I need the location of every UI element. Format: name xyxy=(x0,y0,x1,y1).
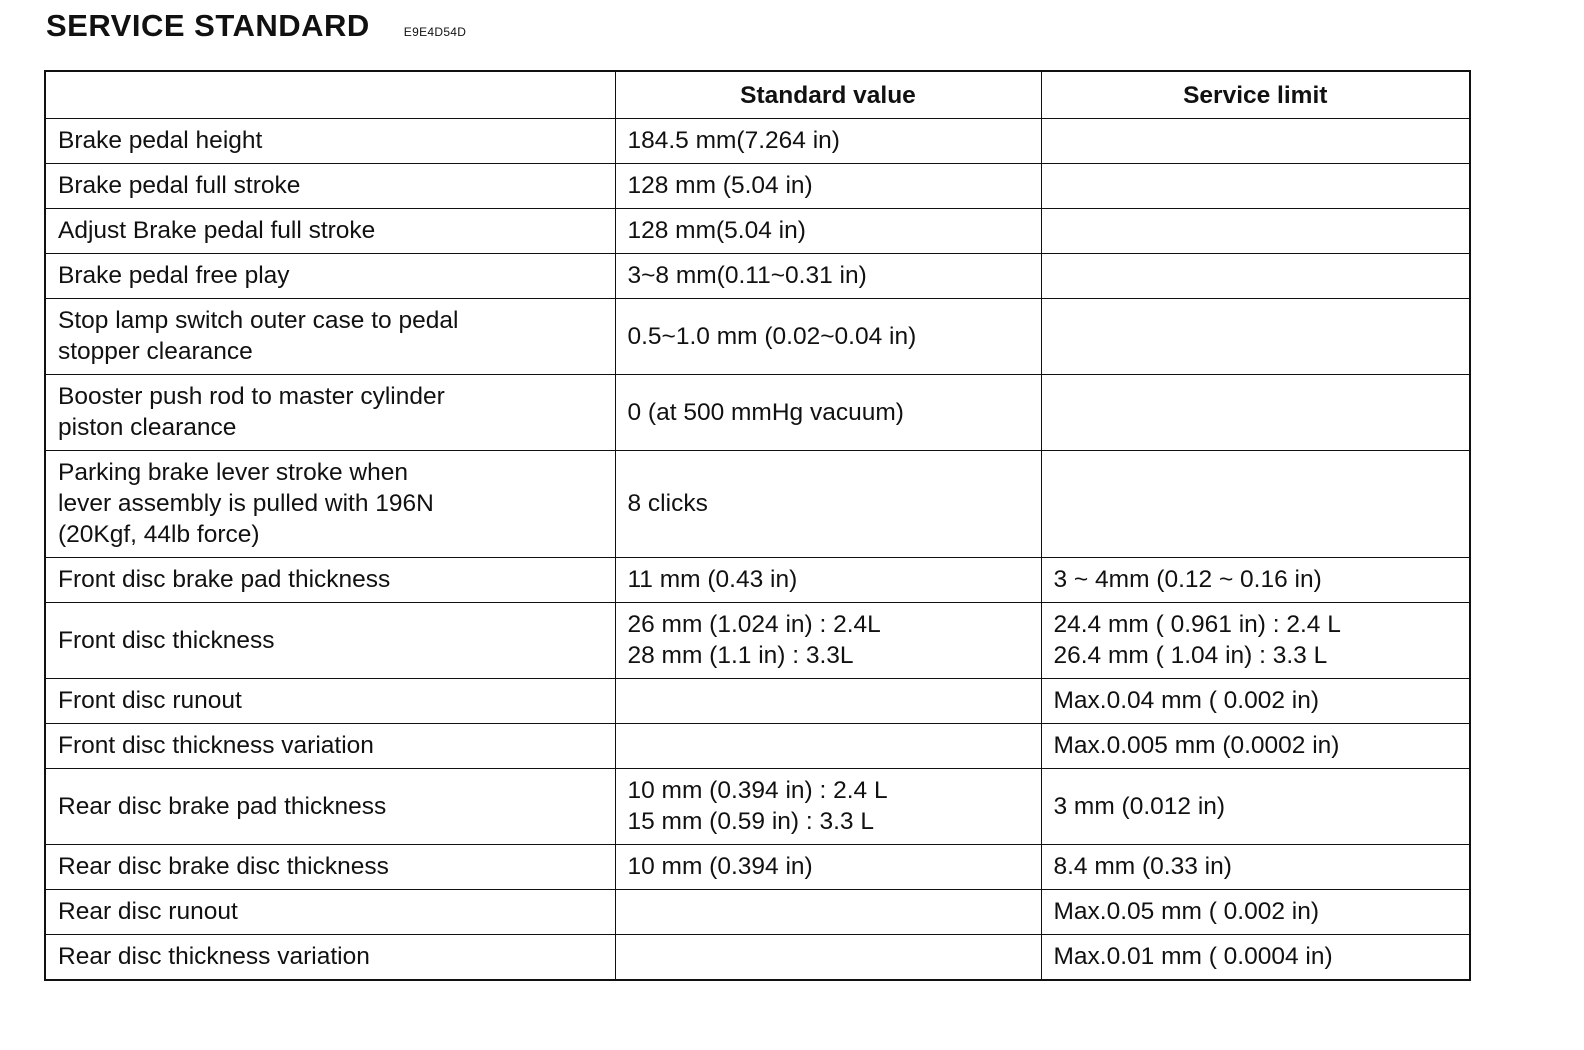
page-header xyxy=(46,8,466,44)
cell-standard-value: 10 mm (0.394 in) : 2.4 L 15 mm (0.59 in) : 3.3 L xyxy=(615,769,1041,845)
cell-service-limit: Max.0.05 mm ( 0.002 in) xyxy=(1041,890,1470,935)
cell-service-limit: Max.0.005 mm (0.0002 in) xyxy=(1041,724,1470,769)
cell-item: Parking brake lever stroke when lever assembly is pulled with 196N (20Kgf, 44lb force) xyxy=(45,451,615,558)
table-row xyxy=(45,890,1470,935)
cell-standard-value: 0 (at 500 mmHg vacuum) xyxy=(615,375,1041,451)
cell-standard-value: 128 mm(5.04 in) xyxy=(615,209,1041,254)
cell-item: Brake pedal height xyxy=(45,119,615,164)
table-row xyxy=(45,558,1470,603)
cell-service-limit: 3 ~ 4mm (0.12 ~ 0.16 in) xyxy=(1041,558,1470,603)
table-header xyxy=(45,71,1470,119)
cell-standard-value xyxy=(615,679,1041,724)
cell-standard-value: 26 mm (1.024 in) : 2.4L 28 mm (1.1 in) : 3.3L xyxy=(615,603,1041,679)
cell-standard-value xyxy=(615,724,1041,769)
table-header-row xyxy=(45,71,1470,119)
cell-service-limit xyxy=(1041,299,1470,375)
table-row xyxy=(45,209,1470,254)
table-row xyxy=(45,299,1470,375)
cell-service-limit xyxy=(1041,375,1470,451)
cell-standard-value: 10 mm (0.394 in) xyxy=(615,845,1041,890)
cell-service-limit: Max.0.04 mm ( 0.002 in) xyxy=(1041,679,1470,724)
cell-standard-value: 11 mm (0.43 in) xyxy=(615,558,1041,603)
cell-service-limit: Max.0.01 mm ( 0.0004 in) xyxy=(1041,935,1470,981)
table-row xyxy=(45,845,1470,890)
cell-service-limit: 3 mm (0.012 in) xyxy=(1041,769,1470,845)
cell-item: Brake pedal free play xyxy=(45,254,615,299)
table-row xyxy=(45,451,1470,558)
cell-item: Booster push rod to master cylinder piston clearance xyxy=(45,375,615,451)
table-row xyxy=(45,935,1470,981)
table-row xyxy=(45,119,1470,164)
page-title: SERVICE STANDARD xyxy=(46,8,370,43)
cell-standard-value xyxy=(615,935,1041,981)
cell-standard-value: 184.5 mm(7.264 in) xyxy=(615,119,1041,164)
table-row xyxy=(45,603,1470,679)
cell-service-limit xyxy=(1041,451,1470,558)
service-standard-table xyxy=(44,70,1471,981)
cell-item: Rear disc runout xyxy=(45,890,615,935)
column-header-service-limit: Service limit xyxy=(1041,71,1470,119)
cell-item: Rear disc brake disc thickness xyxy=(45,845,615,890)
column-header-standard-value: Standard value xyxy=(615,71,1041,119)
cell-item: Adjust Brake pedal full stroke xyxy=(45,209,615,254)
cell-item: Rear disc thickness variation xyxy=(45,935,615,981)
cell-service-limit xyxy=(1041,119,1470,164)
table-row xyxy=(45,164,1470,209)
table-row xyxy=(45,724,1470,769)
table-body xyxy=(45,119,1470,981)
cell-item: Front disc brake pad thickness xyxy=(45,558,615,603)
cell-service-limit xyxy=(1041,164,1470,209)
table-row xyxy=(45,375,1470,451)
cell-item: Front disc runout xyxy=(45,679,615,724)
cell-item: Stop lamp switch outer case to pedal stopper clearance xyxy=(45,299,615,375)
document-code: E9E4D54D xyxy=(403,25,467,39)
cell-service-limit xyxy=(1041,209,1470,254)
cell-service-limit: 24.4 mm ( 0.961 in) : 2.4 L 26.4 mm ( 1.04 in) : 3.3 L xyxy=(1041,603,1470,679)
column-header-item xyxy=(45,71,615,119)
cell-item: Brake pedal full stroke xyxy=(45,164,615,209)
cell-item: Front disc thickness variation xyxy=(45,724,615,769)
cell-service-limit: 8.4 mm (0.33 in) xyxy=(1041,845,1470,890)
table-row xyxy=(45,679,1470,724)
cell-standard-value xyxy=(615,890,1041,935)
table-row xyxy=(45,769,1470,845)
cell-standard-value: 128 mm (5.04 in) xyxy=(615,164,1041,209)
table-row xyxy=(45,254,1470,299)
cell-standard-value: 3~8 mm(0.11~0.31 in) xyxy=(615,254,1041,299)
cell-standard-value: 8 clicks xyxy=(615,451,1041,558)
cell-item: Rear disc brake pad thickness xyxy=(45,769,615,845)
cell-standard-value: 0.5~1.0 mm (0.02~0.04 in) xyxy=(615,299,1041,375)
cell-item: Front disc thickness xyxy=(45,603,615,679)
cell-service-limit xyxy=(1041,254,1470,299)
